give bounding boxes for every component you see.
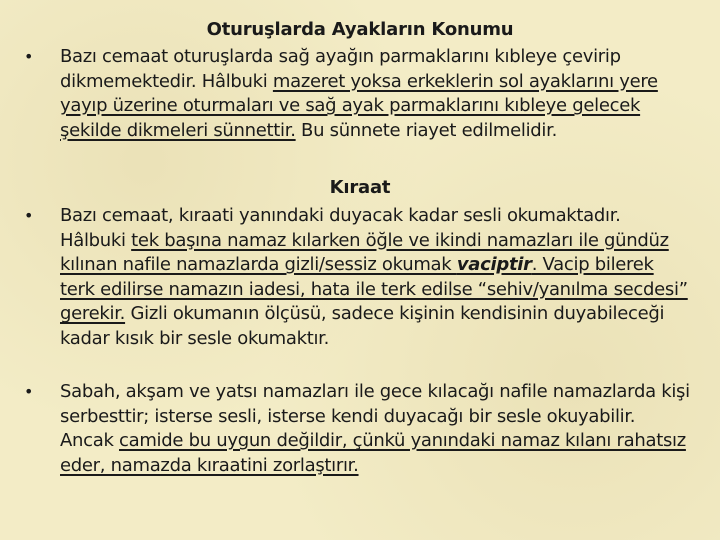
bullet-text: Bazı cemaat oturuşlarda sağ ayağın parmaklarını kıbleye çevirip dikmemektedir. Hâlbuki	[60, 46, 621, 92]
bullet-icon: •	[24, 382, 34, 401]
underlined-text: camide bu uygun değildir, çünkü yanındaki namaz kılanı rahatsız eder, namazda kıraatini zorlaştırır.	[60, 430, 686, 476]
bullet-item-foot-position	[24, 45, 690, 143]
bullet-text: Gizli okumanın ölçüsü, sadece kişinin kendisinin duyabileceği kadar kısık bir sesle okumaktır.	[60, 303, 665, 349]
underlined-text: . Vacip bilerek terk edilirse namazın iadesi, hata ile terk edilse “sehiv/yanılma secdesi” gerekir.	[60, 254, 688, 325]
bullet-icon: •	[24, 47, 34, 66]
bullet-text: Bazı cemaat, kıraati yanındaki duyacak kadar sesli okumaktadır. Hâlbuki	[60, 205, 621, 251]
underlined-text: mazeret yoksa erkeklerin sol ayaklarını yere yayıp üzerine oturmaları ve sağ ayak parmaklarını kıbleye gelecek şekilde dikmeleri sünnettir.	[60, 70, 658, 141]
bullet-text: Sabah, akşam ve yatsı namazları ile gece kılacağı nafile namazlarda kişi serbesttir; isterse sesli, isterse kendi duyacağı bir sesle okuyabilir. Ancak	[60, 381, 690, 452]
bullet-item-loud-recitation	[24, 380, 690, 478]
underlined-text: tek başına namaz kılarken öğle ve ikindi namazları ile gündüz kılınan nafile namazlarda gizli/sessiz okumak	[60, 229, 669, 276]
slide-title: Oturuşlarda Ayakların Konumu	[206, 19, 514, 40]
emphasis-text: vaciptir	[456, 254, 532, 276]
bullet-text: Bu sünnete riayet edilmelidir.	[295, 119, 558, 141]
section-heading: Kıraat	[329, 177, 391, 198]
bullet-icon: •	[24, 206, 34, 225]
bullet-item-recitation	[24, 204, 690, 352]
